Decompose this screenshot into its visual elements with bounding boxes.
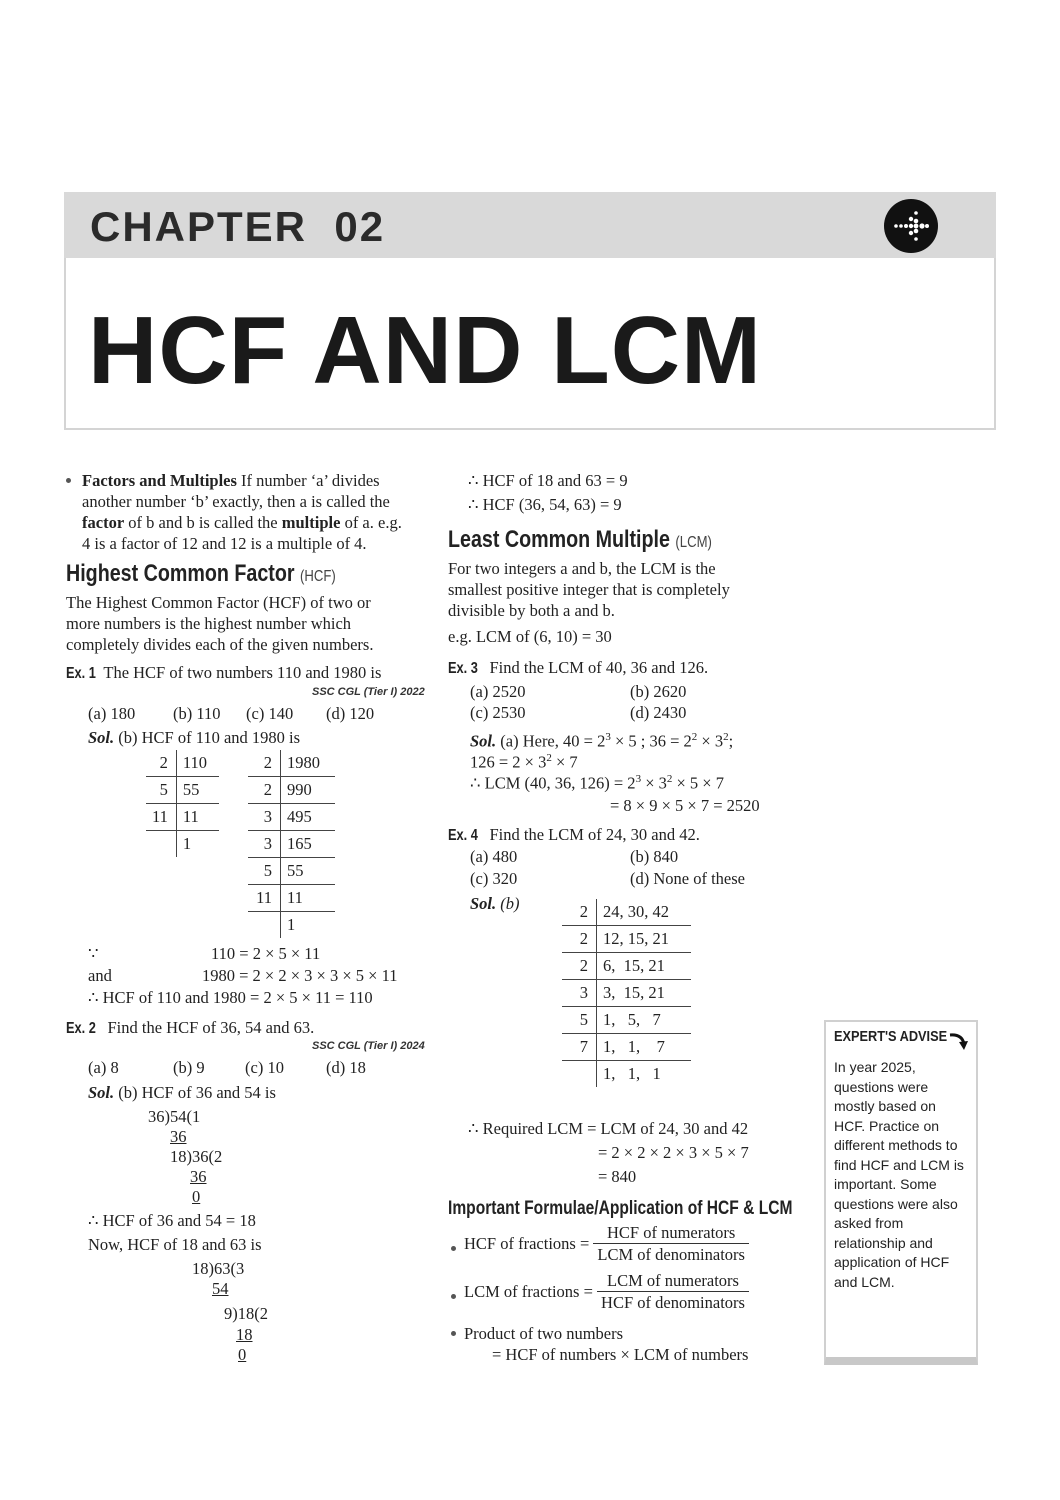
lcm-heading-abbr: (LCM) [675,534,712,551]
dividend: 12, 15, 21 [597,926,692,953]
long-division-value: 36 [170,1127,187,1146]
ex4-option: (c) 320 [470,869,518,888]
sol-text: (a) Here, 40 = 2 [496,731,606,751]
lcm-definition [448,558,730,621]
lcm-division-table [562,899,691,1087]
ex3-solution-line2: $126 = 2 \times 3^2 \times 7$ [470,752,578,772]
option: (a) 8 [88,1058,119,1077]
formula-hcf-fractions [464,1222,749,1265]
option: (c) 10 [245,1058,284,1077]
ex4-option: (a) 480 [470,847,518,866]
dividend: 55 [281,858,336,885]
long-division-step [170,1126,187,1147]
option: (c) 140 [246,704,294,723]
intro-bold: multiple [281,513,341,532]
bullet [451,1246,456,1251]
divisor: 3 [562,980,597,1007]
ex3-option: (d) 2430 [630,703,687,722]
ex4-conclusion-result: = 840 [598,1167,637,1186]
ex1-solution [88,727,300,748]
ex1-text: The HCF of two numbers 110 and 1980 is [103,663,382,682]
ex2-next: Now, HCF of 18 and 63 is [88,1235,262,1254]
lcm-heading [448,526,770,554]
hcf-def-line: The Highest Common Factor (HCF) of two or [66,593,371,612]
dividend: 110 [176,750,219,777]
chapter-label: CHAPTER 02 [90,203,386,250]
ex4-conclusion-step: = 2 × 2 × 2 × 3 × 5 × 7 [598,1143,749,1162]
sol-label: Sol. [470,894,497,913]
long-division-step [236,1324,253,1345]
ex3-result: = 8 × 9 × 5 × 7 = 2520 [610,796,760,815]
ex2-question [66,1017,314,1039]
divisor: 2 [562,899,597,926]
divisor: 5 [146,777,176,804]
sol-label: Sol. [470,731,497,751]
long-division-value: 18 [236,1325,253,1344]
ex4-solution [470,893,520,914]
option: (b) 9 [173,1058,205,1077]
long-division-value: 0 [238,1345,247,1364]
divisor: 7 [562,1034,597,1061]
sol-label: Sol. [88,728,115,747]
hcf-heading [66,560,395,588]
dividend: 1 [182,834,192,853]
intro-line: another number ‘b’ exactly, then a is called the [82,492,390,511]
formula-line: Product of two numbers [464,1324,624,1343]
bullet [66,478,71,483]
since-symbol: ∵ [88,944,99,963]
ex4-option: (b) 840 [630,847,679,866]
formulae-heading [448,1198,868,1220]
dividend: 1 [287,915,296,934]
ex4-label: Ex. 4 [448,827,478,844]
dividend: 165 [281,831,336,858]
ex4-option: (d) None of these [630,869,746,888]
intro-paragraph [82,470,402,554]
ex3-label: Ex. 3 [448,660,478,677]
expert-advise-box [824,1020,978,1365]
fraction-denominator: HCF of denominators [601,1293,745,1312]
ex2-text: Find the HCF of 36, 54 and 63. [107,1018,315,1037]
option: (a) 180 [88,704,136,723]
divisor [562,1061,597,1088]
formula-lcm-fractions [464,1270,749,1313]
divisor: 11 [248,885,281,912]
ex3-solution-line1: Sol. (a) Here, $40 = 2^3 \times 5$ ; $36 = 2^2 \times 3^2$; [470,731,734,751]
expert-advise-heading [834,1028,967,1046]
bullet [451,1331,456,1336]
lcm-def-line: smallest positive integer that is completely [448,580,730,599]
long-division-step: 18)36(2 [170,1147,223,1166]
hcf-18-63: ∴ HCF of 18 and 63 = 9 [468,471,628,490]
divisor: 2 [562,926,597,953]
and-label: and [88,966,112,985]
long-division-step [192,1186,200,1207]
sol-label: Sol. [88,1083,115,1102]
option: (b) 110 [173,704,221,723]
dividend: 6, 15, 21 [597,953,692,980]
fraction-numerator: HCF of numerators [593,1222,749,1244]
long-division-step: 9)18(2 [224,1304,268,1323]
hcf-definition [66,592,373,655]
divisor [146,831,176,858]
page-title: HCF AND LCM [88,297,762,404]
ex1-eq2: 1980 = 2 × 2 × 3 × 3 × 5 × 11 [202,966,398,985]
sol-text: (b) HCF of 110 and 1980 is [114,728,301,747]
dividend: 990 [281,777,336,804]
division-table-1980 [248,750,335,938]
formula-label: HCF of fractions = [464,1234,590,1253]
option: (d) 120 [326,704,375,723]
ex1-conclusion: ∴ HCF of 110 and 1980 = 2 × 5 × 11 = 110 [88,988,373,1007]
divisor: 2 [248,750,281,777]
divisor [248,912,281,939]
dividend: 11 [281,885,336,912]
dividend: 11 [176,804,219,831]
ex3-option: (a) 2520 [470,682,526,701]
divisor: 11 [146,804,176,831]
division-table-110 [146,750,219,857]
ex2-solution [88,1082,276,1103]
intro-line: of b and b is called the [124,513,282,532]
lcm-def-line: For two integers a and b, the LCM is the [448,559,716,578]
formula-line: = HCF of numbers × LCM of numbers [492,1345,749,1364]
long-division-value: 54 [212,1279,229,1298]
ex2-label: Ex. 2 [66,1020,96,1037]
long-division-step [238,1344,246,1365]
long-division-step: 36)54(1 [148,1107,201,1126]
divisor: 2 [562,953,597,980]
formulae-heading-text: Important Formulae/Application of HCF & LCM [448,1198,793,1219]
intro-line: If number ‘a’ divides [236,471,380,490]
hcf-final: ∴ HCF (36, 54, 63) = 9 [468,495,622,514]
dividend: 495 [281,804,336,831]
long-division-step: 18)63(3 [192,1259,245,1278]
lcm-def-line: divisible by both a and b. [448,601,615,620]
fraction [597,1270,749,1313]
option: (d) 18 [326,1058,366,1077]
ex1-label: Ex. 1 [66,665,96,682]
hcf-def-line: completely divides each of the given numbers. [66,635,374,654]
formula-label: LCM of fractions = [464,1282,593,1301]
long-division-step [190,1166,207,1187]
fraction [593,1222,749,1265]
intro-bold: Factors and Multiples [82,471,237,490]
ex1-question [66,662,381,684]
hcf-def-line: more numbers is the highest number which [66,614,352,633]
sol-text: (b) HCF of 36 and 54 is [114,1083,276,1102]
divisor: 2 [146,750,176,777]
ex4-conclusion: ∴ Required LCM = LCM of 24, 30 and 42 [468,1119,749,1138]
long-division-value: 0 [192,1187,201,1206]
ex2-conclusion: ∴ HCF of 36 and 54 = 18 [88,1211,256,1230]
sol-text: (b) [496,894,520,913]
dividend: 24, 30, 42 [597,899,692,926]
bullet [451,1294,456,1299]
lcm-heading-text: Least Common Multiple [448,526,670,553]
dividend: 1980 [281,750,336,777]
expert-advise-text: In year 2025, questions were mostly based on HCF. Practice on different methods to find HCF and LCM is important. Some questions were also asked from relationship and application of HCF and LCM. [834,1059,964,1290]
fraction-denominator: LCM of denominators [597,1245,745,1264]
divisor: 3 [248,804,281,831]
expert-advise-title: EXPERT'S ADVISE [834,1028,948,1045]
ex3-solution-line3: ∴ LCM (40, 36, $126) = 2^3 \times 3^2 \times 5 \times 7$ [470,773,724,793]
divisor: 5 [562,1007,597,1034]
long-division-step [212,1278,229,1299]
ex3-option: (b) 2620 [630,682,687,701]
ex3-text: Find the LCM of 40, 36 and 126. [489,658,709,677]
intro-line: of a. e.g. [340,513,402,532]
sol-text: 126 = 2 × 3 [470,752,547,772]
lcm-example: e.g. LCM of (6, 10) = 30 [448,627,612,646]
divisor: 5 [248,858,281,885]
fraction-numerator: LCM of numerators [597,1270,749,1292]
ex2-source: SSC CGL (Tier I) 2024 [312,1040,425,1052]
ex1-eq1: 110 = 2 × 5 × 11 [211,944,321,963]
dividend: 1, 5, 7 [597,1007,692,1034]
dividend: 1, 1, 1 [603,1064,661,1083]
dividend: 55 [176,777,219,804]
ex3-option: (c) 2530 [470,703,526,722]
sol-text: ∴ LCM (40, 36, 126) = 2 [470,773,636,793]
divisor: 3 [248,831,281,858]
arrow-right-icon [884,199,938,253]
dividend: 1, 1, 7 [597,1034,692,1061]
dividend: 3, 15, 21 [597,980,692,1007]
divisor: 2 [248,777,281,804]
long-division-value: 36 [190,1167,207,1186]
formula-product [464,1323,748,1365]
intro-bold: factor [82,513,125,532]
ex1-source: SSC CGL (Tier I) 2022 [312,686,425,698]
curved-arrow-icon [948,1030,970,1052]
intro-line: 4 is a factor of 12 and 12 is a multiple of 4. [82,534,367,553]
ex4-question [448,824,700,846]
hcf-heading-abbr: (HCF) [299,568,336,585]
ex4-text: Find the LCM of 24, 30 and 42. [489,825,700,844]
ex3-question [448,657,708,679]
hcf-heading-text: Highest Common Factor [66,560,295,587]
